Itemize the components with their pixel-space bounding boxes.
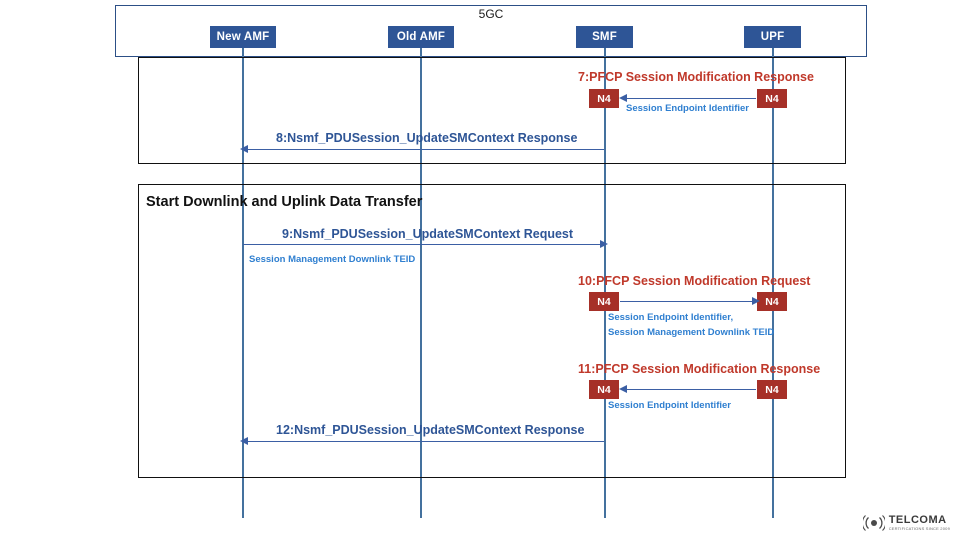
logo-text-block — [889, 515, 950, 531]
msg-7-arrow-line — [622, 98, 756, 99]
msg-12-label: 12:Nsmf_PDUSession_UpdateSMContext Response — [276, 423, 585, 437]
logo-name: TELCOMA — [888, 514, 947, 526]
node-smf[interactable]: SMF — [576, 26, 633, 48]
msg-8-arrow-head — [240, 145, 248, 153]
node-new-amf[interactable]: New AMF — [210, 26, 276, 48]
msg-11-n4-tag-right: N4 — [757, 380, 787, 399]
msg-12-arrow-line — [247, 441, 604, 442]
msg-9-arrow-line — [243, 244, 600, 245]
msg-12-arrow-head — [240, 437, 248, 445]
msg-7-n4-tag-right: N4 — [757, 89, 787, 108]
msg-10-n4-tag-left: N4 — [589, 292, 619, 311]
logo-tagline: CERTIFICATIONS SINCE 2009 — [888, 526, 950, 531]
msg-10-arrow-head — [752, 297, 760, 305]
msg-10-arrow-line — [620, 301, 753, 302]
msg-7-n4-tag-left: N4 — [589, 89, 619, 108]
msg-8-label: 8:Nsmf_PDUSession_UpdateSMContext Response — [276, 131, 578, 145]
msg-11-label: 11:PFCP Session Modification Response — [578, 362, 821, 376]
msg-9-label: 9:Nsmf_PDUSession_UpdateSMContext Request — [282, 227, 574, 241]
5gc-title: 5GC — [478, 7, 504, 21]
msg-10-sub-label-line1: Session Endpoint Identifier, — [608, 312, 734, 323]
telcoma-watermark — [863, 514, 950, 532]
msg-11-n4-tag-left: N4 — [589, 380, 619, 399]
msg-8-arrow-line — [247, 149, 604, 150]
msg-10-n4-tag-right: N4 — [757, 292, 787, 311]
msg-10-sub-label-line2: Session Management Downlink TEID — [608, 327, 775, 338]
lower-frame-label: Start Downlink and Uplink Data Transfer — [146, 194, 423, 210]
msg-7-arrow-head — [619, 94, 627, 102]
msg-9-arrow-head — [600, 240, 608, 248]
msg-11-sub-label: Session Endpoint Identifier — [608, 400, 731, 411]
msg-11-arrow-head — [619, 385, 627, 393]
msg-7-sub-label: Session Endpoint Identifier — [626, 103, 749, 114]
msg-11-arrow-line — [622, 389, 756, 390]
msg-7-label: 7:PFCP Session Modification Response — [578, 70, 814, 84]
msg-9-sub-label: Session Management Downlink TEID — [249, 254, 416, 265]
msg-10-label: 10:PFCP Session Modification Request — [578, 274, 811, 288]
node-old-amf[interactable]: Old AMF — [388, 26, 454, 48]
signal-icon — [863, 514, 885, 532]
node-upf[interactable]: UPF — [744, 26, 801, 48]
